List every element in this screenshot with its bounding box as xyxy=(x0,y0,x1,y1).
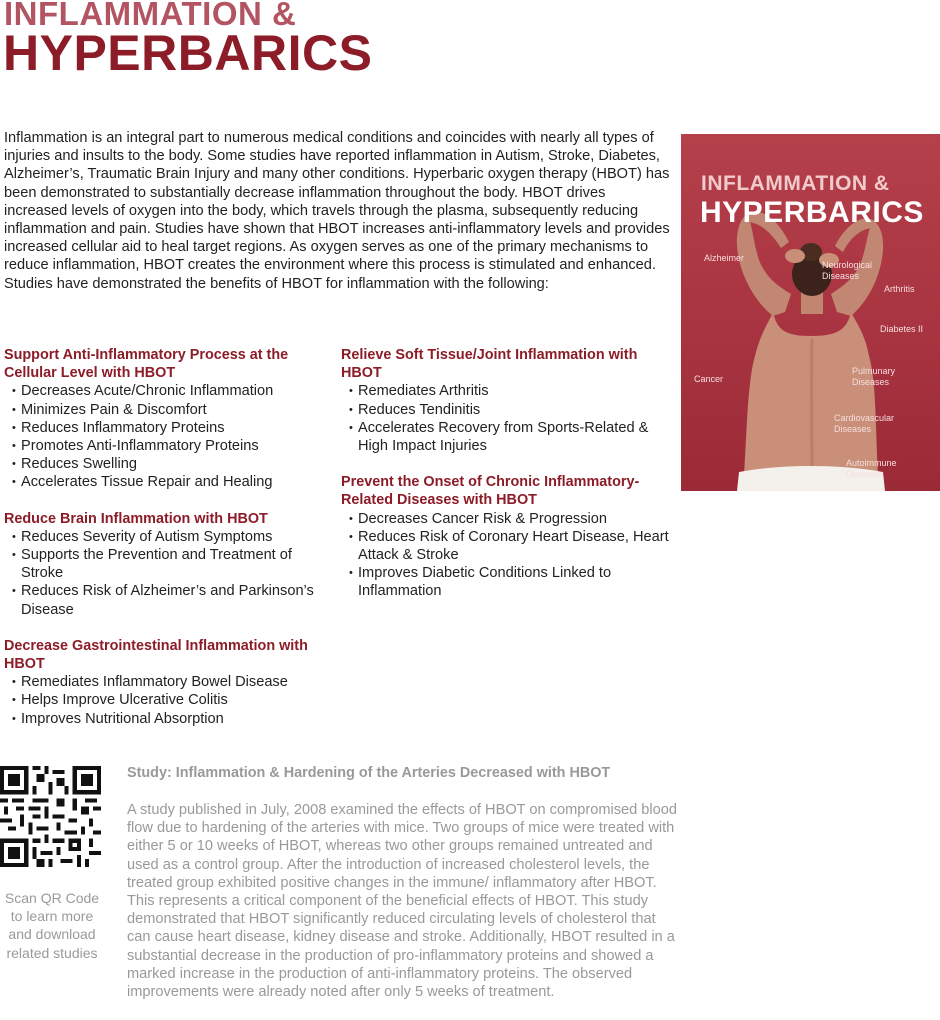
cover-label: Pulmunary Diseases xyxy=(852,366,896,387)
list-item: • Reduces Risk of Coronary Heart Disease, Heart Attack & Stroke xyxy=(341,528,671,564)
intro-paragraph: Inflammation is an integral part to numerous medical conditions and coincides with nearly all types of injuries and insults to the body. Some studies have reported inflammation in Autism, Stroke, Diabetes, Alzheimer’s, Traumatic Brain Injury and many other conditions. Hyperbaric oxygen therapy (HBOT) has been demonstrated to substantially decrease inflammation throughout the body. HBOT drives increased levels of oxygen into the body, which travels through the plasma, subsequently reducing inflammation and pain. Studies have shown that HBOT increases anti-inflammatory levels and provides increased cellular aid to heal target regions. As oxygen serves as one of the primary mechanisms to reduce inflammation, HBOT creates the environment where this process is stimulated and enhanced. Studies have demonstrated the benefits of HBOT for inflammation with the following: xyxy=(4,130,670,292)
list-item: • Reduces Inflammatory Proteins xyxy=(4,419,314,437)
section-heading: Support Anti-Inflammatory Process at the Cellular Level with HBOT xyxy=(4,347,289,382)
section-heading: Prevent the Onset of Chronic Inflammatory-Related Diseases with HBOT xyxy=(341,474,640,509)
list-item: • Remediates Arthritis xyxy=(341,382,671,400)
list-item: • Accelerates Tissue Repair and Healing xyxy=(4,473,314,491)
section-heading: Relieve Soft Tissue/Joint Inflammation with HBOT xyxy=(341,347,638,382)
cover-label: Arthritis xyxy=(884,284,915,294)
cover-label: Cardiovascular Diseases xyxy=(834,413,895,434)
list-item: • Supports the Prevention and Treatment of Stroke xyxy=(4,546,314,582)
list-item: • Reduces Risk of Alzheimer’s and Parkinson’s Disease xyxy=(4,582,314,618)
list-item: • Reduces Swelling xyxy=(4,455,314,473)
qr-caption: Scan QR Code to learn more and download related studies xyxy=(4,890,100,961)
list-item: • Decreases Cancer Risk & Progression xyxy=(341,510,671,528)
study-heading: Study: Inflammation & Hardening of the Arteries Decreased with HBOT xyxy=(127,765,611,781)
study-body: A study published in July, 2008 examined the effects of HBOT on compromised blood flow due to hardening of the arteries with mice. Two groups of mice were treated with either 5 or 10 weeks of HBOT, whereas two other groups remained untreated and used as a control group. After the introduction of increased cholesterol levels, the treated group exhibited positive changes in the immune/ inflammatory after HBOT. This represents a critical component of the beneficial effects of HBOT. This study demonstrated that HBOT significantly reduced circulating levels of cholesterol that can cause heart disease, kidney disease and stroke. Additionally, HBOT resulted in a substantial decrease in the production of pro-inflammatory proteins and showed a marked increase in the production of anti-inflammatory proteins. The observed improvements were already noted after only 5 weeks of treatment. xyxy=(127,802,678,1001)
qr-code-icon[interactable] xyxy=(0,766,101,867)
list-item: • Reduces Tendinitis xyxy=(341,401,671,419)
cover-label: Cancer xyxy=(694,374,724,384)
benefits-right-column xyxy=(341,346,671,619)
list-item: • Decreases Acute/Chronic Inflammation xyxy=(4,382,314,400)
section-brain xyxy=(4,510,314,619)
benefits-left-column xyxy=(4,346,314,746)
cover-label: Autoimmune Diseases xyxy=(846,458,897,479)
cover-label: Neurological Diseases xyxy=(822,260,873,281)
cover-label: Diabetes II xyxy=(880,324,924,334)
list-item: • Reduces Severity of Autism Symptoms xyxy=(4,528,314,546)
list-item: • Accelerates Recovery from Sports-Related & High Impact Injuries xyxy=(341,419,671,455)
section-cellular xyxy=(4,346,314,492)
list-item: • Improves Nutritional Absorption xyxy=(4,710,314,728)
list-item: • Helps Improve Ulcerative Colitis xyxy=(4,691,314,709)
list-item: • Improves Diabetic Conditions Linked to Inflammation xyxy=(341,564,671,600)
list-item: • Minimizes Pain & Discomfort xyxy=(4,401,314,419)
list-item: • Promotes Anti-Inflammatory Proteins xyxy=(4,437,314,455)
section-gastro xyxy=(4,637,314,728)
section-chronic xyxy=(341,473,671,600)
cover-title-line1: INFLAMMATION & xyxy=(701,172,890,195)
section-heading: Reduce Brain Inflammation with HBOT xyxy=(4,510,268,527)
list-item: • Remediates Inflammatory Bowel Disease xyxy=(4,673,314,691)
brochure-cover-image xyxy=(681,134,940,491)
cover-label: Alzheimer xyxy=(704,253,745,263)
page-title-line1: INFLAMMATION & xyxy=(4,0,297,32)
section-joint xyxy=(341,346,671,455)
cover-title-line2: HYPERBARICS xyxy=(700,196,924,229)
section-heading: Decrease Gastrointestinal Inflammation with HBOT xyxy=(4,637,308,673)
page-title-line2: HYPERBARICS xyxy=(3,25,373,81)
